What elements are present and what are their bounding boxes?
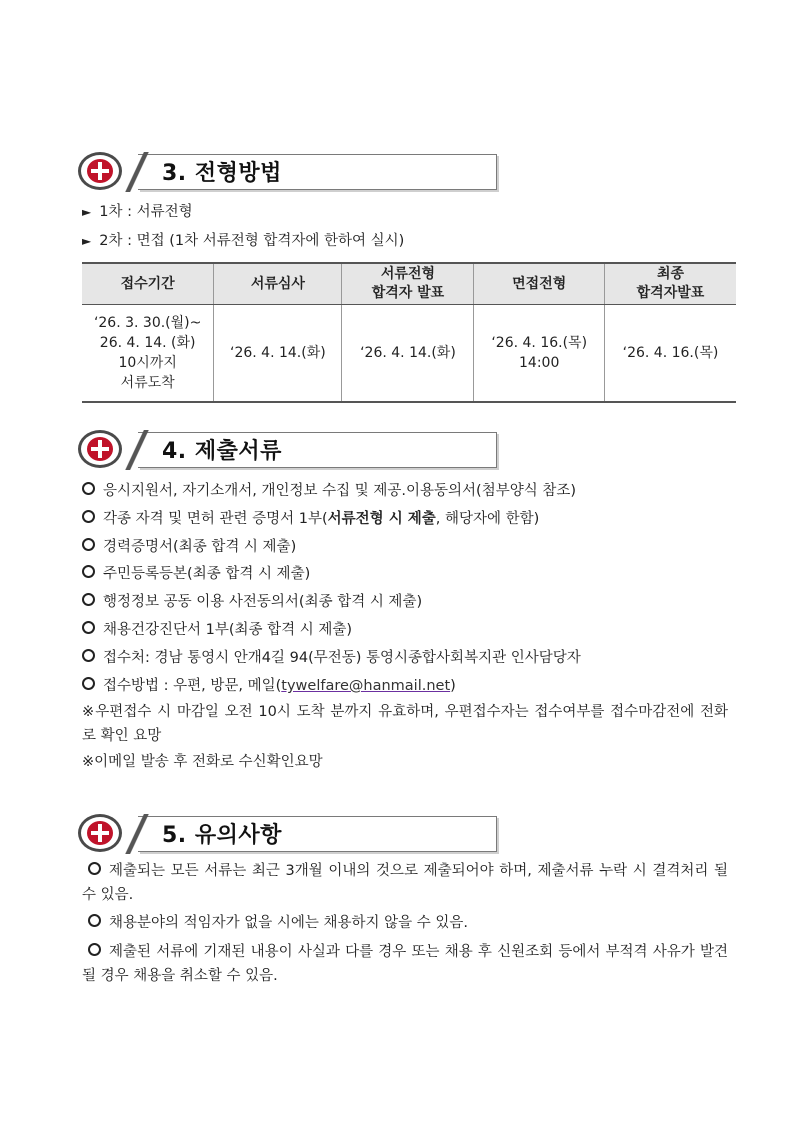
section-header-slash <box>122 814 152 854</box>
cell-document-result: ‘26. 4. 14.(화) <box>342 305 474 403</box>
section-4-item-8: 접수방법 : 우편, 방문, 메일(tywelfare@hanmail.net) <box>82 674 456 695</box>
cell-interview: ‘26. 4. 16.(목) 14:00 <box>474 305 604 403</box>
circle-outline-icon <box>88 914 101 927</box>
caritas-cross-logo-icon <box>78 430 122 468</box>
header-final-result: 최종 합격자발표 <box>604 263 736 305</box>
section-4-item-5: 행정정보 공동 이용 사전동의서(최종 합격 시 제출) <box>82 590 422 611</box>
section-4-header <box>78 430 498 474</box>
circle-outline-icon <box>82 538 95 551</box>
section-header-slash <box>122 152 152 192</box>
section-5-item-3: 제출된 서류에 기재된 내용이 사실과 다를 경우 또는 채용 후 신원조회 등에서 부적격 사유가 발견될 경우 채용을 취소할 수 있음. <box>82 944 728 984</box>
section-3-title: 3. 전형방법 <box>162 161 282 186</box>
section-4-title: 4. 제출서류 <box>162 439 282 464</box>
caritas-cross-logo-icon <box>78 814 122 852</box>
circle-outline-icon <box>82 621 95 634</box>
circle-outline-icon <box>82 510 95 523</box>
circle-outline-icon <box>82 565 95 578</box>
section-header-slash <box>122 430 152 470</box>
section-4-item-2: 각종 자격 및 면허 관련 증명서 1부(서류전형 시 제출, 해당자에 한함) <box>82 507 539 528</box>
email-link[interactable]: tywelfare@hanmail.net <box>281 678 451 694</box>
schedule-table <box>82 262 736 403</box>
caritas-cross-logo-icon <box>78 152 122 190</box>
section-4-item-4: 주민등록등본(최종 합격 시 제출) <box>82 562 310 583</box>
section-3-item-2: ► 2차 : 면접 (1차 서류전형 합격자에 한하여 실시) <box>82 233 405 249</box>
section-4-item-1: 응시지원서, 자기소개서, 개인정보 수집 및 제공.이용동의서(첨부양식 참조) <box>82 479 576 500</box>
schedule-header-row <box>82 263 736 305</box>
cell-final-result: ‘26. 4. 16.(목) <box>604 305 736 403</box>
section-4-item-3: 경력증명서(최종 합격 시 제출) <box>82 535 296 556</box>
section-4-item-7: 접수처: 경남 통영시 안개4길 94(무전동) 통영시종합사회복지관 인사담당자 <box>82 646 581 667</box>
schedule-data-row <box>82 305 736 403</box>
section-3-header <box>78 152 498 196</box>
circle-outline-icon <box>88 862 101 875</box>
section-5-item-1: 제출되는 모든 서류는 최근 3개월 이내의 것으로 제출되어야 하며, 제출서류 누락 시 결격처리 될 수 있음. <box>82 863 728 903</box>
section-4-note-1: ※우편접수 시 마감일 오전 10시 도착 분까지 유효하며, 우편접수자는 접수여부를 접수마감전에 전화로 확인 요망 <box>82 704 728 744</box>
section-4-note-2: ※이메일 발송 후 전화로 수신확인요망 <box>82 754 323 770</box>
header-interview: 면접전형 <box>474 263 604 305</box>
header-receipt-period: 접수기간 <box>82 263 214 305</box>
circle-outline-icon <box>82 649 95 662</box>
triangle-right-icon: ► <box>82 205 92 219</box>
section-5-item-2: 채용분야의 적임자가 없을 시에는 채용하지 않을 수 있음. <box>82 911 728 935</box>
section-5-title: 5. 유의사항 <box>162 823 282 848</box>
section-5-header <box>78 814 498 858</box>
cell-document-review: ‘26. 4. 14.(화) <box>214 305 342 403</box>
header-document-review: 서류심사 <box>214 263 342 305</box>
section-4-item-6: 채용건강진단서 1부(최종 합격 시 제출) <box>82 618 352 639</box>
circle-outline-icon <box>88 943 101 956</box>
circle-outline-icon <box>82 677 95 690</box>
section-3-item-1: ► 1차 : 서류전형 <box>82 204 193 220</box>
header-document-result: 서류전형 합격자 발표 <box>342 263 474 305</box>
circle-outline-icon <box>82 593 95 606</box>
circle-outline-icon <box>82 482 95 495</box>
triangle-right-icon: ► <box>82 234 92 248</box>
cell-receipt-period: ‘26. 3. 30.(월)~ 26. 4. 14. (화) 10시까지 서류도착 <box>82 305 214 403</box>
